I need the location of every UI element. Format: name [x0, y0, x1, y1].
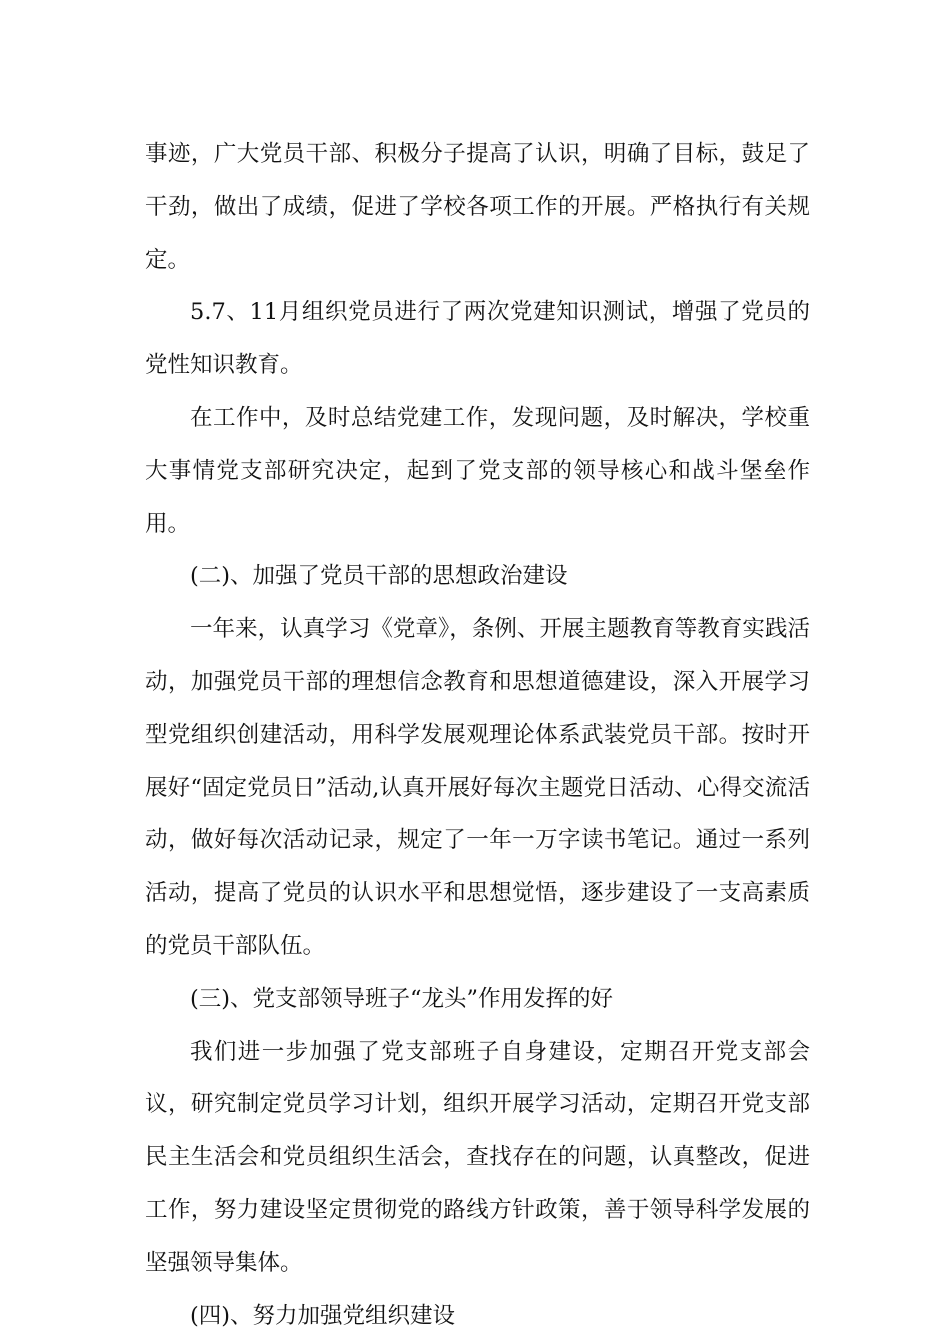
paragraph-political-construction: 一年来，认真学习《党章》，条例、开展主题教育等教育实践活动，加强党员干部的理想信念教育和思想道德建设，深入开展学习型党组织创建活动，用科学发展观理论体系武装党员干部。按时开展好“固定党员日”活动,认真开展好每次主题党日活动、心得交流活动，做好每次活动记录，规定了一年一万字读书笔记。通过一系列活动，提高了党员的认识水平和思想觉悟，逐步建设了一支高素质的党员干部队伍。 — [145, 616, 810, 959]
section-heading-3: (三)、党支部领导班子“龙头”作用发挥的好 — [190, 985, 614, 1012]
document-body — [145, 128, 810, 1342]
paragraph-test-item: 5.7、11月组织党员进行了两次党建知识测试，增强了党员的党性知识教育。 — [145, 299, 810, 379]
section-heading-4: (四)、努力加强党组织建设 — [190, 1302, 456, 1329]
paragraph-work-summary: 在工作中，及时总结党建工作，发现问题，及时解决，学校重大事情党支部研究决定，起到了党支部的领导核心和战斗堡垒作用。 — [145, 404, 810, 537]
section-heading-2: (二)、加强了党员干部的思想政治建设 — [190, 563, 568, 590]
paragraph-continuation: 事迹，广大党员干部、积极分子提高了认识，明确了目标，鼓足了干劲，做出了成绩，促进了学校各项工作的开展。严格执行有关规定。 — [145, 141, 810, 273]
paragraph-leadership: 我们进一步加强了党支部班子自身建设，定期召开党支部会议，研究制定党员学习计划，组织开展学习活动，定期召开党支部民主生活会和党员组织生活会，查找存在的问题，认真整改，促进工作，努力建设坚定贯彻党的路线方针政策，善于领导科学发展的坚强领导集体。 — [145, 1038, 810, 1276]
